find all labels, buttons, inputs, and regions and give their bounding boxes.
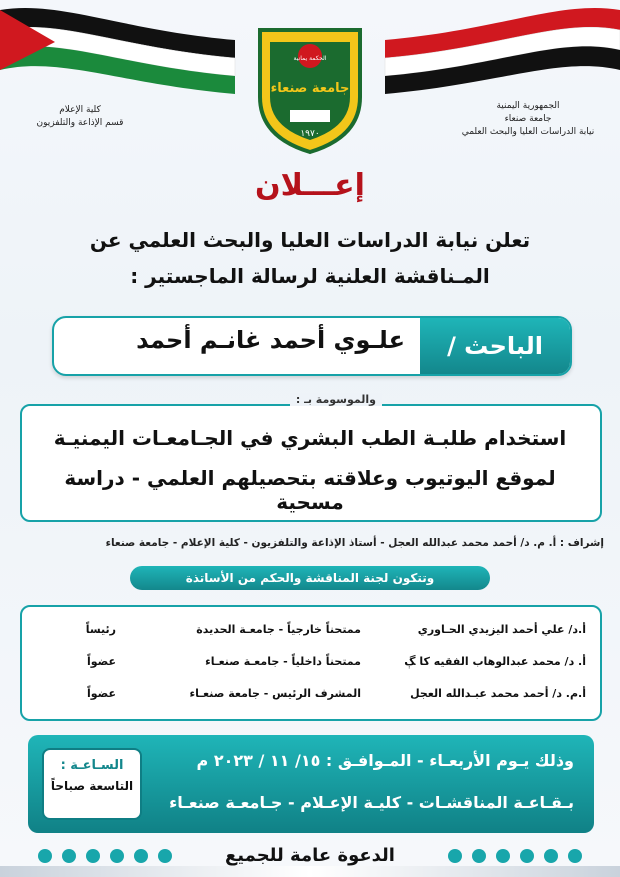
- supervision-line: إشراف : أ. م. د/ أحمد محمد عبدالله العجل - أستاذ الإذاعة والتلفزيون - كلية الإعلام - جامعة صنعاء: [105, 537, 604, 549]
- dot-icon: [448, 849, 462, 863]
- university-logo: [250, 22, 370, 157]
- dot-icon: [496, 849, 510, 863]
- time-card: [42, 748, 142, 820]
- dot-icon: [568, 849, 582, 863]
- committee-member-name: أ.د/ علي أحمد اليزيدي الحـاوري: [417, 623, 586, 636]
- dot-icon: [544, 849, 558, 863]
- announcement-intro-line2: المـناقشة العلنية لرسالة الماجستير :: [130, 264, 490, 288]
- header-right-line: جامعة صنعاء: [504, 114, 552, 124]
- thesis-box: [20, 404, 602, 522]
- time-label: السـاعـة :: [60, 758, 124, 773]
- header-right-line: نيابة الدراسات العليا والبحث العلمي: [461, 127, 595, 137]
- bottom-band: [0, 866, 620, 877]
- committee-banner: وتتكون لجنة المناقشة والحكم من الأساتذة: [130, 566, 490, 590]
- thesis-title-line2: لموقع اليوتيوب وعلاقته بتحصيلهم العلمي - دراسة مسحية: [64, 466, 556, 514]
- logo-year: ١٩٧٠: [300, 129, 320, 139]
- dot-icon: [110, 849, 124, 863]
- dot-icon: [158, 849, 172, 863]
- schedule-venue: بـقـاعـة المناقشـات - كليـة الإعـلام - جـامعـة صنعـاء: [169, 793, 574, 812]
- committee-member-role: ممتحناً خارجياً - جامعـة الحديدة: [196, 623, 361, 636]
- researcher-name: علـوي أحمد غانـم أحمد: [136, 326, 405, 354]
- researcher-box: [52, 316, 572, 376]
- committee-member-role: المشرف الرئيس - جامعة صنعـاء: [189, 687, 361, 700]
- researcher-label: الباحث /: [420, 318, 570, 374]
- dot-icon: [134, 849, 148, 863]
- committee-member-name: أ.م. د/ أحمد محمد عبـدالله العجل: [410, 687, 586, 700]
- thesis-title-line1: استخدام طلبـة الطب البشري في الجـامعـات اليمنيـة: [53, 426, 567, 450]
- schedule-date: وذلك يـوم الأربعـاء - المـوافـق : ١٥/ ١١ / ٢٠٢٣ م: [196, 751, 574, 770]
- dot-icon: [38, 849, 52, 863]
- dot-icon: [86, 849, 100, 863]
- committee-row: [38, 655, 586, 675]
- logo-text: جامعة صنعاء: [270, 81, 350, 96]
- dot-icon: [472, 849, 486, 863]
- committee-member-status: عضواً: [86, 687, 116, 700]
- dot-icon: [520, 849, 534, 863]
- committee-row: [38, 687, 586, 707]
- header-left-line: كلية الإعلام: [59, 105, 101, 115]
- announcement-intro-line1: تعلن نيابة الدراسات العليا والبحث العلمي عن: [89, 228, 531, 252]
- header-institution-right: [458, 100, 598, 139]
- logo-motto: الحكمة يمانية: [293, 55, 327, 62]
- header-left-line: قسم الإذاعة والتلفزيون: [36, 118, 124, 128]
- committee-member-status: عضواً: [86, 655, 116, 668]
- header-right-line: الجمهورية اليمنية: [496, 101, 560, 111]
- announcement-title: إعـــلان: [255, 168, 365, 203]
- committee-row: [38, 623, 586, 643]
- dot-icon: [62, 849, 76, 863]
- committee-member-status: رئيساً: [85, 623, 116, 636]
- thesis-prefix: والموسومة بـ :: [290, 393, 382, 406]
- committee-box: [20, 605, 602, 721]
- committee-member-name: أ. د/ محمد عبدالوهاب الفقيه كا ﮗ: [404, 655, 586, 668]
- committee-member-role: ممتحناً داخلياً - جامعـة صنعـاء: [205, 655, 361, 668]
- header-institution-left: [20, 104, 140, 130]
- invitation-text: الدعوة عامة للجميع: [225, 845, 395, 866]
- time-value: التاسعة صباحاً: [50, 779, 134, 793]
